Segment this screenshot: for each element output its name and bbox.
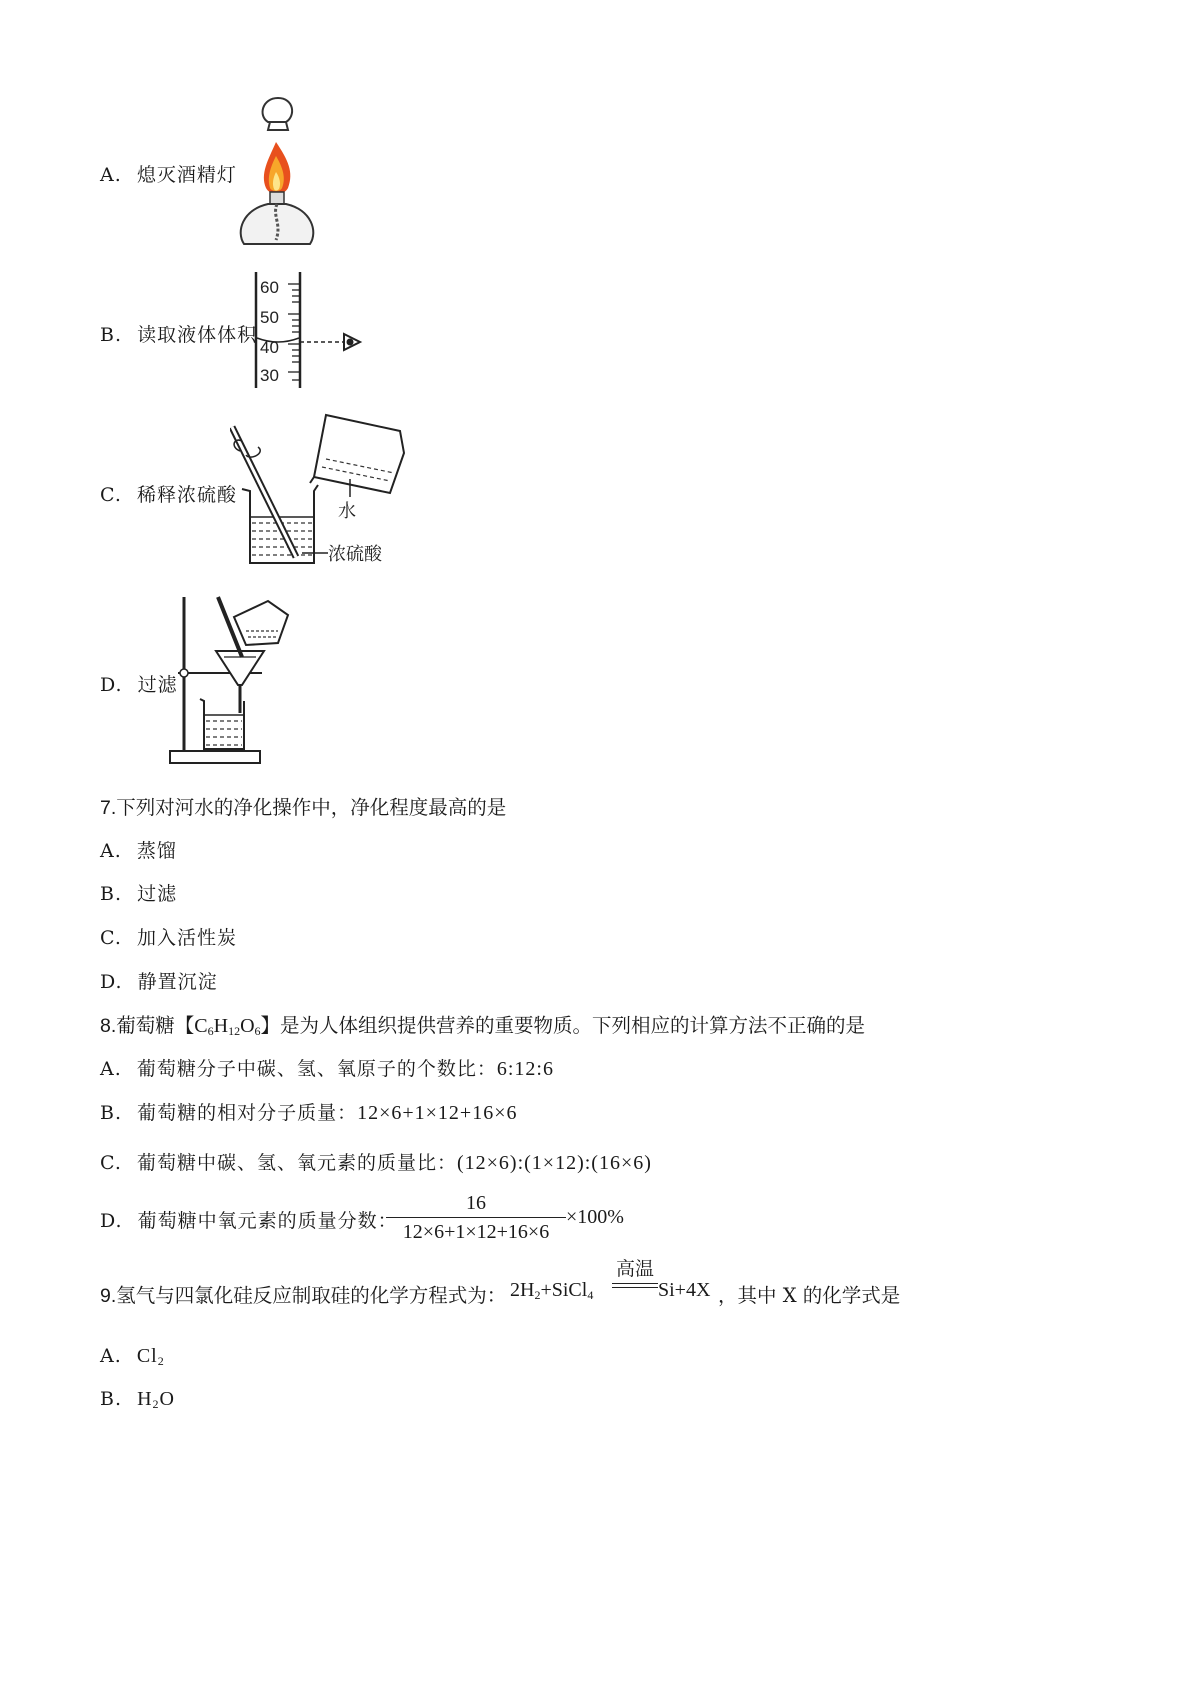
q7-option-a [100,836,177,863]
tick-label: 50 [260,308,279,327]
q6-option-c [100,480,237,507]
option-text: 葡萄糖中碳、氢、氧元素的质量比： [136,1152,457,1174]
fraction-numerator: 16 [466,1192,486,1214]
q6-option-d [100,670,178,697]
option-letter: B. [100,883,123,905]
stand-base [170,751,260,763]
option-letter: B. [100,1102,123,1124]
fraction-tail: ×100% [566,1206,624,1228]
option-formula: $H_2O$ [137,1388,175,1411]
q8-option-c [100,1148,652,1175]
question-text: 葡萄糖【 [116,1014,195,1037]
water-label: 水 [338,501,356,521]
option-text: 葡萄糖分子中碳、氢、氧原子的个数比： [136,1058,497,1080]
acid-label: 浓硫酸 [328,544,382,564]
filtration-figure [168,595,298,770]
glucose-formula: $C_6H_{12}O_6$ [194,1015,261,1038]
question-number: 7. [100,797,117,819]
q9-stem-tail: ，其中 X 的化学式是 [718,1284,901,1307]
q7-stem [100,792,506,820]
q6-option-a [100,160,237,187]
pour-beaker [234,601,288,645]
option-math: 12×6+1×12+16×6 [357,1102,518,1124]
option-letter: A. [100,840,122,862]
option-letter: D. [100,1210,123,1232]
question-text: 】是为人体组织提供营养的重要物质。下列相应的计算方法不正确的是 [260,1014,866,1037]
receiving-beaker [200,699,244,749]
fraction [386,1190,566,1244]
option-letter: D. [100,971,123,993]
q8-option-a [100,1054,554,1081]
option-text: 加入活性炭 [136,927,237,949]
option-letter: D. [100,674,123,696]
equation-left: $2H_2+SiCl_4$ [510,1279,594,1302]
option-text: 葡萄糖的相对分子质量： [137,1102,358,1124]
option-text: 稀释浓硫酸 [136,484,237,506]
option-math: 6:12:6 [496,1058,554,1080]
question-number: 8. [100,1015,117,1037]
option-letter: C. [100,1152,122,1174]
q8-option-d [100,1206,398,1233]
q7-option-b [100,879,177,906]
option-text: 过滤 [137,883,178,905]
option-text: 熄灭酒精灯 [136,164,237,186]
question-number: 9. [100,1285,117,1307]
graduated-cylinder-figure [252,270,372,395]
option-text: 蒸馏 [136,840,177,862]
option-letter: A. [100,1058,122,1080]
option-math: (12×6):(1×12):(16×6) [456,1152,652,1174]
option-letter: A. [100,164,122,186]
big-beaker [314,415,404,493]
reaction-condition [612,1258,658,1288]
option-letter: B. [100,324,123,346]
option-letter: C. [100,927,122,949]
option-formula: $Cl_2$ [136,1345,165,1368]
option-text: 过滤 [137,674,178,696]
dilute-acid-figure [230,405,410,575]
option-letter: A. [100,1345,122,1367]
lamp-cap [263,98,293,122]
equation-right: Si+4X [658,1279,711,1301]
q9-option-b [100,1388,175,1412]
equals-sign [612,1283,658,1288]
tick-label: 40 [260,338,279,357]
option-text: 静置沉淀 [137,971,218,993]
option-letter: C. [100,484,122,506]
tick-label: 60 [260,278,279,297]
q7-option-c [100,923,237,950]
alcohol-lamp-figure [228,92,318,252]
question-text: 氢气与四氯化硅反应制取硅的化学方程式为： [116,1284,507,1307]
q8-option-b [100,1098,517,1125]
tick-label: 30 [260,366,279,385]
q9-stem [100,1280,506,1308]
condition-label: 高温 [615,1258,654,1280]
q7-option-d [100,967,218,994]
q6-option-b [100,320,257,347]
option-text: 读取液体体积 [137,324,258,346]
option-letter: B. [100,1388,123,1410]
question-text: 下列对河水的净化操作中，净化程度最高的是 [116,796,507,819]
fraction-denominator: 12×6+1×12+16×6 [402,1221,550,1243]
q8-stem [100,1010,865,1039]
q9-option-a [100,1345,165,1369]
option-text: 葡萄糖中氧元素的质量分数： [137,1210,398,1232]
